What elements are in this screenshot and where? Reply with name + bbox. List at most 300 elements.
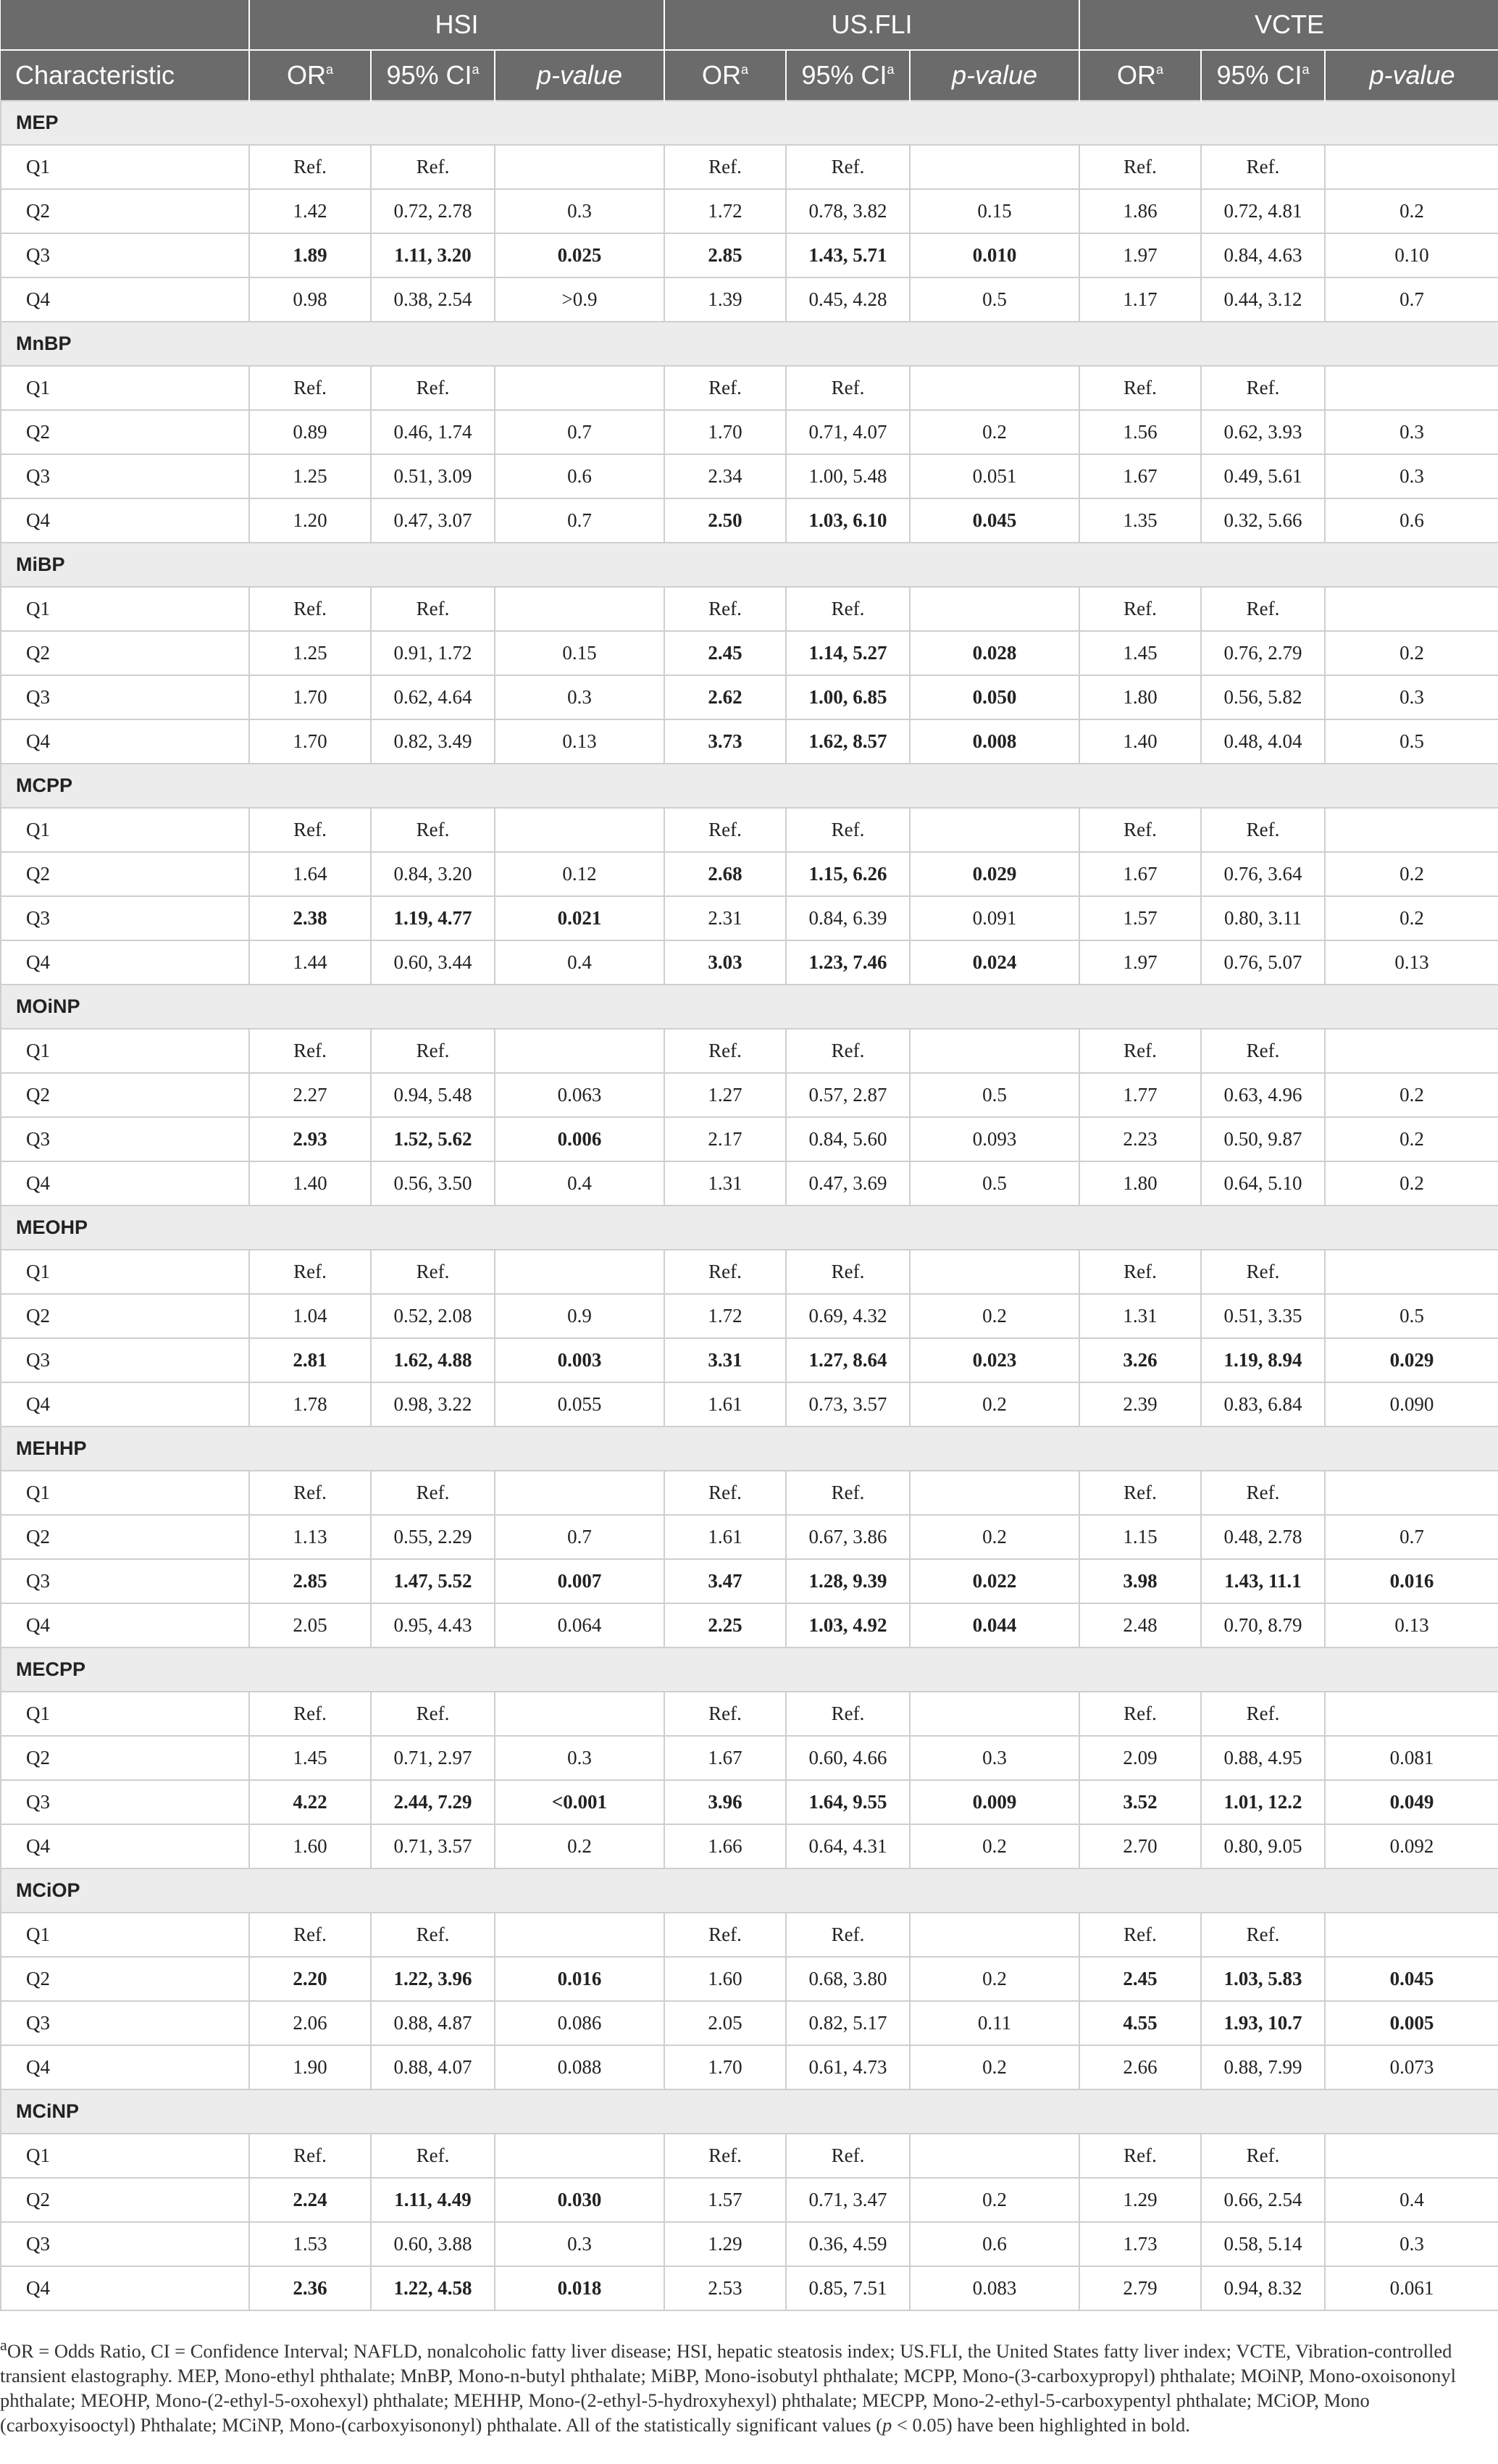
quartile-label: Q4 — [1, 1382, 249, 1427]
hsi-ci-cell: 0.51, 3.09 — [371, 454, 495, 498]
vcte-p-cell — [1325, 145, 1498, 189]
hsi-p-cell: 0.055 — [495, 1382, 664, 1427]
vcte-ci-cell: 0.83, 6.84 — [1201, 1382, 1325, 1427]
usfli-p-cell: 0.009 — [910, 1780, 1079, 1824]
vcte-p-cell: 0.2 — [1325, 1073, 1498, 1117]
vcte-p-cell — [1325, 2134, 1498, 2178]
header-ci — [786, 50, 910, 101]
group-label: MnBP — [1, 322, 1498, 366]
vcte-ci-cell: Ref. — [1201, 366, 1325, 410]
group-header-row — [1, 1868, 1498, 1913]
hsi-or-cell: 1.25 — [249, 454, 371, 498]
usfli-ci-cell: 1.03, 6.10 — [786, 498, 910, 543]
hsi-or-cell: Ref. — [249, 1029, 371, 1073]
usfli-ci-cell: 0.60, 4.66 — [786, 1736, 910, 1780]
hsi-ci-cell: 0.95, 4.43 — [371, 1603, 495, 1647]
group-label: MOiNP — [1, 985, 1498, 1029]
header-ci — [371, 50, 495, 101]
usfli-ci-cell: Ref. — [786, 145, 910, 189]
quartile-label: Q1 — [1, 1692, 249, 1736]
vcte-or-cell: 2.23 — [1079, 1117, 1201, 1161]
vcte-or-cell: 1.97 — [1079, 233, 1201, 277]
hsi-p-cell: 0.6 — [495, 454, 664, 498]
table-row — [1, 940, 1498, 985]
hsi-ci-cell: 1.11, 4.49 — [371, 2178, 495, 2222]
usfli-or-cell: 1.27 — [664, 1073, 786, 1117]
usfli-p-cell: 0.2 — [910, 1515, 1079, 1559]
vcte-or-cell: 1.56 — [1079, 410, 1201, 454]
hsi-p-cell: 0.12 — [495, 852, 664, 896]
hsi-or-cell: 2.05 — [249, 1603, 371, 1647]
usfli-ci-cell: 1.23, 7.46 — [786, 940, 910, 985]
table-row — [1, 631, 1498, 675]
header-ci-label: 95% CI — [801, 60, 887, 90]
vcte-p-cell: 0.2 — [1325, 896, 1498, 940]
vcte-p-cell: 0.13 — [1325, 940, 1498, 985]
table-row — [1, 1692, 1498, 1736]
usfli-p-cell: 0.045 — [910, 498, 1079, 543]
hsi-or-cell: 2.27 — [249, 1073, 371, 1117]
usfli-p-cell: 0.091 — [910, 896, 1079, 940]
usfli-p-cell: 0.5 — [910, 1073, 1079, 1117]
vcte-p-cell — [1325, 1250, 1498, 1294]
footnote-p-italic: p — [882, 2413, 892, 2436]
vcte-or-cell: 1.80 — [1079, 675, 1201, 719]
table-row — [1, 1294, 1498, 1338]
vcte-p-cell: 0.3 — [1325, 410, 1498, 454]
table-row — [1, 410, 1498, 454]
usfli-ci-cell: 0.64, 4.31 — [786, 1824, 910, 1868]
hsi-or-cell: 1.04 — [249, 1294, 371, 1338]
usfli-ci-cell: 0.84, 6.39 — [786, 896, 910, 940]
vcte-or-cell: Ref. — [1079, 145, 1201, 189]
hsi-or-cell: 2.38 — [249, 896, 371, 940]
hsi-ci-cell: Ref. — [371, 366, 495, 410]
vcte-p-cell: 0.2 — [1325, 189, 1498, 233]
vcte-or-cell: 1.67 — [1079, 852, 1201, 896]
usfli-or-cell: Ref. — [664, 145, 786, 189]
vcte-ci-cell: 1.93, 10.7 — [1201, 2001, 1325, 2045]
quartile-label: Q4 — [1, 2266, 249, 2310]
hsi-p-cell — [495, 1471, 664, 1515]
vcte-p-cell: 0.7 — [1325, 1515, 1498, 1559]
group-header-row — [1, 543, 1498, 587]
quartile-label: Q3 — [1, 1117, 249, 1161]
vcte-p-cell: 0.3 — [1325, 454, 1498, 498]
vcte-or-cell: 1.15 — [1079, 1515, 1201, 1559]
usfli-ci-cell: 0.84, 5.60 — [786, 1117, 910, 1161]
hsi-or-cell: 2.20 — [249, 1957, 371, 2001]
usfli-p-cell: 0.5 — [910, 1161, 1079, 1206]
hsi-p-cell — [495, 587, 664, 631]
vcte-p-cell: 0.090 — [1325, 1382, 1498, 1427]
vcte-ci-cell: 1.43, 11.1 — [1201, 1559, 1325, 1603]
hsi-or-cell: 2.81 — [249, 1338, 371, 1382]
hsi-or-cell: 1.60 — [249, 1824, 371, 1868]
vcte-ci-cell: 0.50, 9.87 — [1201, 1117, 1325, 1161]
vcte-p-cell: 0.005 — [1325, 2001, 1498, 2045]
group-label: MECPP — [1, 1647, 1498, 1692]
table-row — [1, 145, 1498, 189]
hsi-p-cell: 0.3 — [495, 189, 664, 233]
hsi-or-cell: Ref. — [249, 1471, 371, 1515]
hsi-ci-cell: Ref. — [371, 1471, 495, 1515]
hsi-p-cell: 0.13 — [495, 719, 664, 764]
hsi-ci-cell: 0.91, 1.72 — [371, 631, 495, 675]
hsi-p-cell: 0.7 — [495, 1515, 664, 1559]
table-row — [1, 1736, 1498, 1780]
vcte-or-cell: Ref. — [1079, 1250, 1201, 1294]
vcte-ci-cell: 1.19, 8.94 — [1201, 1338, 1325, 1382]
vcte-or-cell: 1.97 — [1079, 940, 1201, 985]
usfli-or-cell: Ref. — [664, 2134, 786, 2178]
usfli-p-cell: 0.5 — [910, 277, 1079, 322]
usfli-or-cell: Ref. — [664, 1250, 786, 1294]
table-row — [1, 719, 1498, 764]
vcte-ci-cell: Ref. — [1201, 145, 1325, 189]
quartile-label: Q3 — [1, 233, 249, 277]
quartile-label: Q4 — [1, 277, 249, 322]
hsi-or-cell: 1.64 — [249, 852, 371, 896]
usfli-or-cell: Ref. — [664, 1471, 786, 1515]
vcte-p-cell: 0.2 — [1325, 852, 1498, 896]
group-header-row — [1, 2089, 1498, 2134]
usfli-p-cell: 0.2 — [910, 1382, 1079, 1427]
header-ci-footnote-mark: a — [887, 62, 895, 77]
hsi-or-cell: 1.44 — [249, 940, 371, 985]
usfli-ci-cell: Ref. — [786, 366, 910, 410]
usfli-or-cell: 1.60 — [664, 1957, 786, 2001]
hsi-p-cell: 0.7 — [495, 410, 664, 454]
vcte-ci-cell: 0.58, 5.14 — [1201, 2222, 1325, 2266]
vcte-ci-cell: 0.63, 4.96 — [1201, 1073, 1325, 1117]
usfli-p-cell: 0.11 — [910, 2001, 1079, 2045]
header-or — [664, 50, 786, 101]
quartile-label: Q3 — [1, 454, 249, 498]
vcte-or-cell: Ref. — [1079, 808, 1201, 852]
vcte-or-cell: 1.45 — [1079, 631, 1201, 675]
quartile-label: Q2 — [1, 852, 249, 896]
vcte-p-cell: 0.6 — [1325, 498, 1498, 543]
vcte-or-cell: Ref. — [1079, 366, 1201, 410]
header-p-label: p-value — [536, 60, 623, 90]
table-row — [1, 1913, 1498, 1957]
quartile-label: Q3 — [1, 896, 249, 940]
vcte-ci-cell: Ref. — [1201, 2134, 1325, 2178]
usfli-p-cell — [910, 808, 1079, 852]
vcte-ci-cell: 0.32, 5.66 — [1201, 498, 1325, 543]
group-label: MCiOP — [1, 1868, 1498, 1913]
hsi-p-cell: 0.007 — [495, 1559, 664, 1603]
usfli-or-cell: Ref. — [664, 808, 786, 852]
vcte-p-cell: 0.016 — [1325, 1559, 1498, 1603]
vcte-ci-cell: 0.44, 3.12 — [1201, 277, 1325, 322]
quartile-label: Q2 — [1, 631, 249, 675]
table-row — [1, 852, 1498, 896]
vcte-ci-cell: 0.88, 4.95 — [1201, 1736, 1325, 1780]
usfli-ci-cell: Ref. — [786, 808, 910, 852]
usfli-ci-cell: 1.14, 5.27 — [786, 631, 910, 675]
usfli-p-cell: 0.022 — [910, 1559, 1079, 1603]
vcte-p-cell: 0.073 — [1325, 2045, 1498, 2089]
usfli-or-cell: 1.57 — [664, 2178, 786, 2222]
vcte-p-cell: 0.10 — [1325, 233, 1498, 277]
header-p-value — [1325, 50, 1498, 101]
quartile-label: Q3 — [1, 2001, 249, 2045]
hsi-ci-cell: 1.47, 5.52 — [371, 1559, 495, 1603]
hsi-ci-cell: 0.56, 3.50 — [371, 1161, 495, 1206]
footnote-text-part2: < 0.05) have been highlighted in bold. — [892, 2413, 1190, 2436]
vcte-or-cell: 1.35 — [1079, 498, 1201, 543]
header-group-vcte: VCTE — [1079, 0, 1498, 50]
vcte-or-cell: 2.66 — [1079, 2045, 1201, 2089]
usfli-p-cell: 0.008 — [910, 719, 1079, 764]
hsi-ci-cell: 0.98, 3.22 — [371, 1382, 495, 1427]
hsi-p-cell: 0.4 — [495, 940, 664, 985]
usfli-or-cell: 1.29 — [664, 2222, 786, 2266]
usfli-p-cell — [910, 1692, 1079, 1736]
vcte-ci-cell: 0.80, 3.11 — [1201, 896, 1325, 940]
vcte-p-cell: 0.045 — [1325, 1957, 1498, 2001]
vcte-or-cell: 1.31 — [1079, 1294, 1201, 1338]
header-p-value — [910, 50, 1079, 101]
table-row — [1, 808, 1498, 852]
hsi-p-cell: 0.7 — [495, 498, 664, 543]
group-header-row — [1, 101, 1498, 145]
group-label: MiBP — [1, 543, 1498, 587]
hsi-p-cell: 0.064 — [495, 1603, 664, 1647]
hsi-p-cell: 0.021 — [495, 896, 664, 940]
hsi-p-cell — [495, 1692, 664, 1736]
usfli-ci-cell: 0.85, 7.51 — [786, 2266, 910, 2310]
hsi-ci-cell: Ref. — [371, 2134, 495, 2178]
usfli-p-cell: 0.028 — [910, 631, 1079, 675]
quartile-label: Q4 — [1, 2045, 249, 2089]
vcte-p-cell: 0.029 — [1325, 1338, 1498, 1382]
vcte-ci-cell: 0.49, 5.61 — [1201, 454, 1325, 498]
header-p-label: p-value — [951, 60, 1038, 90]
hsi-or-cell: Ref. — [249, 1913, 371, 1957]
usfli-p-cell: 0.2 — [910, 1294, 1079, 1338]
vcte-or-cell: 2.39 — [1079, 1382, 1201, 1427]
usfli-p-cell: 0.15 — [910, 189, 1079, 233]
usfli-or-cell: 2.25 — [664, 1603, 786, 1647]
usfli-p-cell: 0.083 — [910, 2266, 1079, 2310]
usfli-or-cell: 3.31 — [664, 1338, 786, 1382]
usfli-p-cell — [910, 366, 1079, 410]
vcte-p-cell — [1325, 1471, 1498, 1515]
usfli-ci-cell: 1.62, 8.57 — [786, 719, 910, 764]
header-group-hsi: HSI — [249, 0, 664, 50]
vcte-p-cell: 0.081 — [1325, 1736, 1498, 1780]
usfli-ci-cell: 1.00, 5.48 — [786, 454, 910, 498]
usfli-ci-cell: 1.03, 4.92 — [786, 1603, 910, 1647]
quartile-label: Q2 — [1, 410, 249, 454]
table-row — [1, 1029, 1498, 1073]
usfli-p-cell: 0.093 — [910, 1117, 1079, 1161]
hsi-or-cell: Ref. — [249, 2134, 371, 2178]
vcte-ci-cell: 0.76, 2.79 — [1201, 631, 1325, 675]
usfli-or-cell: Ref. — [664, 587, 786, 631]
hsi-p-cell: 0.003 — [495, 1338, 664, 1382]
hsi-or-cell: 1.53 — [249, 2222, 371, 2266]
usfli-or-cell: 1.61 — [664, 1515, 786, 1559]
quartile-label: Q3 — [1, 1559, 249, 1603]
usfli-p-cell — [910, 1913, 1079, 1957]
hsi-p-cell — [495, 366, 664, 410]
vcte-ci-cell: Ref. — [1201, 1471, 1325, 1515]
table-row — [1, 1471, 1498, 1515]
header-or-footnote-mark: a — [1156, 62, 1164, 77]
vcte-p-cell — [1325, 366, 1498, 410]
quartile-label: Q4 — [1, 1161, 249, 1206]
table-body — [1, 101, 1498, 2310]
vcte-ci-cell: 0.88, 7.99 — [1201, 2045, 1325, 2089]
hsi-p-cell: 0.4 — [495, 1161, 664, 1206]
quartile-label: Q4 — [1, 1603, 249, 1647]
hsi-ci-cell: 2.44, 7.29 — [371, 1780, 495, 1824]
group-label: MEOHP — [1, 1206, 1498, 1250]
vcte-p-cell — [1325, 1913, 1498, 1957]
vcte-or-cell: 1.57 — [1079, 896, 1201, 940]
hsi-p-cell — [495, 2134, 664, 2178]
hsi-ci-cell: 0.47, 3.07 — [371, 498, 495, 543]
header-or — [1079, 50, 1201, 101]
usfli-p-cell: 0.024 — [910, 940, 1079, 985]
quartile-label: Q2 — [1, 1515, 249, 1559]
usfli-or-cell: 2.05 — [664, 2001, 786, 2045]
vcte-ci-cell: 0.76, 5.07 — [1201, 940, 1325, 985]
vcte-p-cell: 0.5 — [1325, 1294, 1498, 1338]
quartile-label: Q1 — [1, 1913, 249, 1957]
vcte-or-cell: 1.80 — [1079, 1161, 1201, 1206]
vcte-ci-cell: 0.51, 3.35 — [1201, 1294, 1325, 1338]
vcte-p-cell: 0.4 — [1325, 2178, 1498, 2222]
quartile-label: Q2 — [1, 1736, 249, 1780]
table-row — [1, 1824, 1498, 1868]
vcte-or-cell: 1.86 — [1079, 189, 1201, 233]
hsi-ci-cell: 0.60, 3.88 — [371, 2222, 495, 2266]
vcte-p-cell: 0.3 — [1325, 675, 1498, 719]
usfli-p-cell: 0.051 — [910, 454, 1079, 498]
hsi-or-cell: 2.85 — [249, 1559, 371, 1603]
vcte-or-cell: Ref. — [1079, 1029, 1201, 1073]
vcte-p-cell — [1325, 587, 1498, 631]
vcte-or-cell: Ref. — [1079, 2134, 1201, 2178]
table-row — [1, 189, 1498, 233]
usfli-or-cell: 1.39 — [664, 277, 786, 322]
usfli-or-cell: 3.73 — [664, 719, 786, 764]
hsi-or-cell: Ref. — [249, 145, 371, 189]
hsi-ci-cell: 0.60, 3.44 — [371, 940, 495, 985]
hsi-ci-cell: 1.22, 4.58 — [371, 2266, 495, 2310]
usfli-p-cell — [910, 145, 1079, 189]
hsi-ci-cell: 0.71, 2.97 — [371, 1736, 495, 1780]
hsi-p-cell: 0.2 — [495, 1824, 664, 1868]
table-row — [1, 1117, 1498, 1161]
quartile-label: Q4 — [1, 498, 249, 543]
usfli-ci-cell: 0.71, 4.07 — [786, 410, 910, 454]
usfli-ci-cell: 0.47, 3.69 — [786, 1161, 910, 1206]
quartile-label: Q2 — [1, 1957, 249, 2001]
vcte-or-cell: 2.48 — [1079, 1603, 1201, 1647]
header-or-label: OR — [1117, 60, 1157, 90]
usfli-or-cell: 2.53 — [664, 2266, 786, 2310]
usfli-ci-cell: Ref. — [786, 1250, 910, 1294]
vcte-ci-cell: 0.48, 4.04 — [1201, 719, 1325, 764]
hsi-ci-cell: 0.82, 3.49 — [371, 719, 495, 764]
usfli-ci-cell: 1.43, 5.71 — [786, 233, 910, 277]
vcte-ci-cell: Ref. — [1201, 808, 1325, 852]
quartile-label: Q3 — [1, 1780, 249, 1824]
usfli-or-cell: 2.17 — [664, 1117, 786, 1161]
header-ci-label: 95% CI — [1216, 60, 1302, 90]
group-header-row — [1, 1206, 1498, 1250]
quartile-label: Q2 — [1, 1073, 249, 1117]
hsi-or-cell: Ref. — [249, 808, 371, 852]
usfli-p-cell — [910, 2134, 1079, 2178]
vcte-or-cell: 1.29 — [1079, 2178, 1201, 2222]
quartile-label: Q1 — [1, 1029, 249, 1073]
usfli-p-cell: 0.2 — [910, 1824, 1079, 1868]
hsi-or-cell: 1.25 — [249, 631, 371, 675]
table-row — [1, 896, 1498, 940]
group-label: MCiNP — [1, 2089, 1498, 2134]
hsi-ci-cell: 0.88, 4.07 — [371, 2045, 495, 2089]
hsi-p-cell: 0.15 — [495, 631, 664, 675]
vcte-p-cell: 0.049 — [1325, 1780, 1498, 1824]
hsi-ci-cell: Ref. — [371, 1029, 495, 1073]
hsi-or-cell: 1.90 — [249, 2045, 371, 2089]
usfli-ci-cell: 1.00, 6.85 — [786, 675, 910, 719]
table-row — [1, 277, 1498, 322]
vcte-or-cell: Ref. — [1079, 1913, 1201, 1957]
vcte-or-cell: 2.45 — [1079, 1957, 1201, 2001]
usfli-ci-cell: 1.28, 9.39 — [786, 1559, 910, 1603]
usfli-or-cell: 2.31 — [664, 896, 786, 940]
usfli-or-cell: 1.66 — [664, 1824, 786, 1868]
group-header-row — [1, 1427, 1498, 1471]
table-row — [1, 233, 1498, 277]
table-row — [1, 1957, 1498, 2001]
vcte-p-cell — [1325, 1029, 1498, 1073]
header-row-groups — [1, 0, 1498, 50]
usfli-or-cell: 1.67 — [664, 1736, 786, 1780]
quartile-label: Q1 — [1, 587, 249, 631]
vcte-ci-cell: 1.03, 5.83 — [1201, 1957, 1325, 2001]
usfli-ci-cell: Ref. — [786, 1913, 910, 1957]
usfli-or-cell: 1.61 — [664, 1382, 786, 1427]
vcte-p-cell: 0.2 — [1325, 1161, 1498, 1206]
usfli-ci-cell: 0.82, 5.17 — [786, 2001, 910, 2045]
hsi-ci-cell: 0.71, 3.57 — [371, 1824, 495, 1868]
hsi-or-cell: 0.89 — [249, 410, 371, 454]
table-row — [1, 2178, 1498, 2222]
header-ci-label: 95% CI — [386, 60, 472, 90]
group-label: MEP — [1, 101, 1498, 145]
usfli-or-cell: Ref. — [664, 1692, 786, 1736]
usfli-p-cell: 0.2 — [910, 2178, 1079, 2222]
hsi-or-cell: 1.89 — [249, 233, 371, 277]
header-ci — [1201, 50, 1325, 101]
usfli-or-cell: 3.47 — [664, 1559, 786, 1603]
usfli-ci-cell: 0.61, 4.73 — [786, 2045, 910, 2089]
usfli-p-cell: 0.029 — [910, 852, 1079, 896]
header-or-footnote-mark: a — [325, 62, 333, 77]
hsi-p-cell: 0.086 — [495, 2001, 664, 2045]
usfli-or-cell: 3.96 — [664, 1780, 786, 1824]
usfli-or-cell: 2.85 — [664, 233, 786, 277]
